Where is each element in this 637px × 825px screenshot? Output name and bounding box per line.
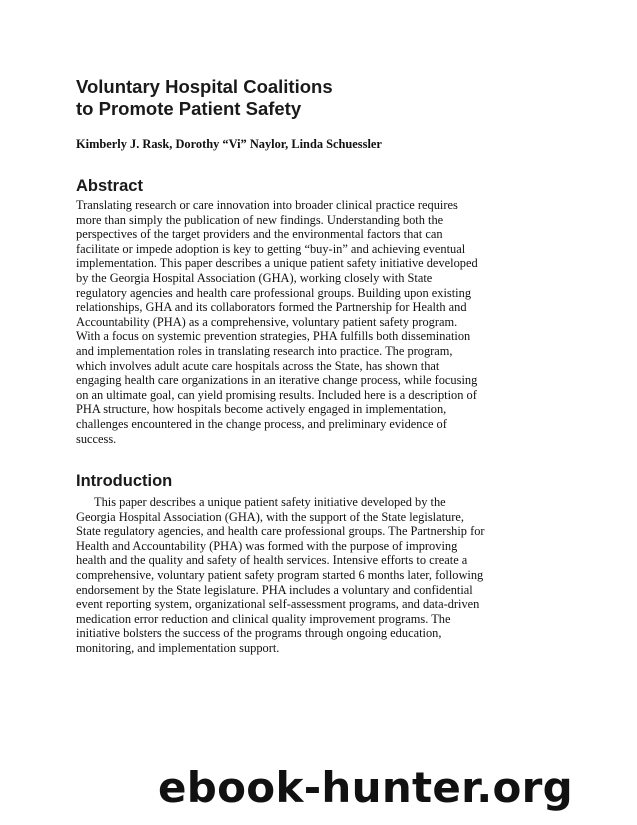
introduction-line: State regulatory agencies, and health care professional groups. The Partnership for — [76, 524, 485, 539]
introduction-line: medication error reduction and clinical quality improvement programs. The — [76, 611, 451, 626]
abstract-line: success. — [76, 431, 117, 446]
introduction-line: Health and Accountability (PHA) was formed with the purpose of improving — [76, 538, 458, 553]
introduction-line: comprehensive, voluntary patient safety program started 6 months later, following — [76, 567, 484, 582]
abstract-line: more than simply the publication of new findings. Understanding both the — [76, 212, 444, 227]
abstract-line: which involves adult acute care hospitals across the State, has shown that — [76, 358, 440, 373]
abstract-line: Accountability (PHA) as a comprehensive, voluntary patient safety program. — [76, 314, 458, 329]
abstract-line: on an ultimate goal, can yield promising results. Included here is a description of — [76, 387, 477, 402]
introduction-line: This paper describes a unique patient safety initiative developed by the — [94, 495, 446, 509]
abstract-line: facilitate or impede adoption is key to getting “buy-in” and achieving eventual — [76, 241, 466, 256]
author-list: Kimberly J. Rask, Dorothy “Vi” Naylor, Linda Schuessler — [76, 137, 382, 151]
abstract-line: by the Georgia Hospital Association (GHA), working closely with State — [76, 270, 433, 285]
abstract-line: regulatory agencies and health care professional groups. Building upon existing — [76, 285, 472, 300]
abstract-line: implementation. This paper describes a unique patient safety initiative developed — [76, 256, 478, 271]
introduction-line: endorsement by the State legislature. PHA includes a voluntary and confidential — [76, 582, 473, 597]
watermark-text: ebook-hunter.org — [158, 763, 573, 812]
title-line-1: Voluntary Hospital Coalitions — [76, 76, 333, 97]
abstract-line: relationships, GHA and its collaborators formed the Partnership for Health and — [76, 300, 467, 315]
paper-title — [76, 76, 516, 120]
abstract-line: With a focus on systemic prevention strategies, PHA fulfills both dissemination — [76, 329, 471, 344]
introduction-line: health and the quality and safety of health services. Intensive efforts to create a — [76, 553, 468, 568]
abstract-line: perspectives of the target providers and the environmental factors that can — [76, 227, 443, 242]
title-line-2: to Promote Patient Safety — [76, 98, 302, 119]
introduction-paragraph — [76, 495, 506, 656]
abstract-line: challenges encountered in the change process, and preliminary evidence of — [76, 416, 447, 431]
abstract-heading: Abstract — [76, 177, 143, 195]
abstract-line: Translating research or care innovation into broader clinical practice requires — [76, 198, 458, 212]
abstract-line: and implementation roles in translating research into practice. The program, — [76, 343, 453, 358]
abstract-line: PHA structure, how hospitals become actively engaged in implementation, — [76, 402, 447, 417]
introduction-line: event reporting system, organizational self-assessment programs, and data-driven — [76, 597, 480, 612]
introduction-line: Georgia Hospital Association (GHA), with the support of the State legislature, — [76, 509, 464, 524]
abstract-paragraph — [76, 198, 506, 446]
introduction-line: initiative bolsters the success of the programs through ongoing education, — [76, 626, 442, 641]
abstract-line: engaging health care organizations in an iterative change process, while focusing — [76, 373, 478, 388]
introduction-line: monitoring, and implementation support. — [76, 640, 280, 655]
introduction-heading: Introduction — [76, 472, 173, 490]
